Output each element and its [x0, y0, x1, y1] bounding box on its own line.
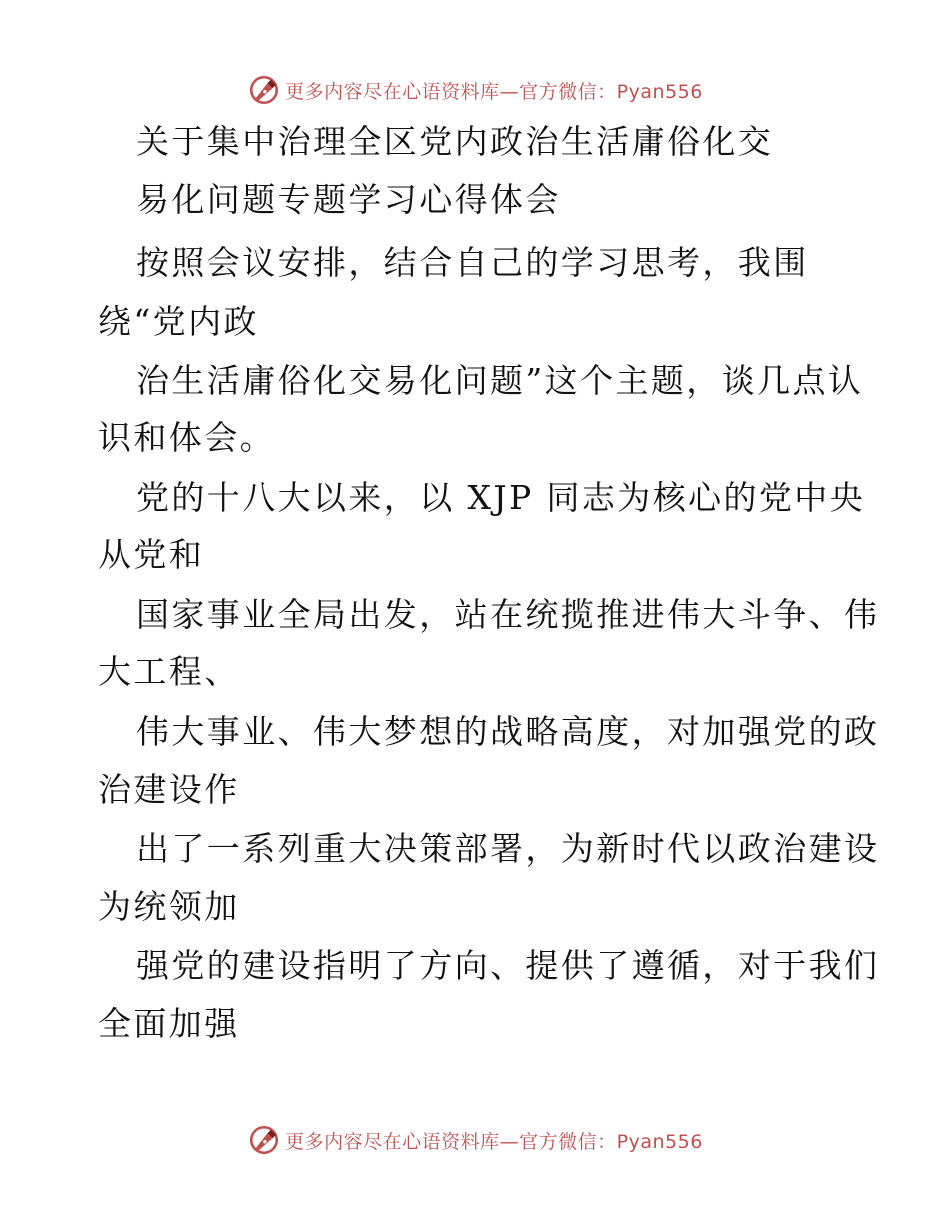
- paragraph-line: 治建设作: [98, 770, 240, 809]
- paragraph-line: 识和体会。: [98, 418, 275, 457]
- header-banner: [0, 70, 950, 110]
- paragraph-line: 全面加强: [98, 1004, 240, 1043]
- paragraph-line: 从党和: [98, 535, 205, 574]
- paragraph-line: 国家事业全局出发，站在统揽推进伟大斗争、伟: [136, 595, 880, 634]
- pen-nib-logo-icon: [247, 73, 281, 107]
- banner-text: 更多内容尽在心语资料库—官方微信：Pyan556: [285, 1130, 703, 1153]
- paragraph-line: 大工程、: [98, 652, 240, 691]
- paragraph-line: 按照会议安排，结合自己的学习思考，我围: [136, 243, 809, 282]
- paragraph-line: 绕“党内政: [98, 302, 259, 341]
- paragraph-line: 出了一系列重大决策部署，为新时代以政治建设: [136, 829, 880, 868]
- paragraph-line: 党的十八大以来，以 XJP 同志为核心的党中央: [136, 478, 866, 517]
- paragraph-line: 为统领加: [98, 887, 240, 926]
- title-line-2: 易化问题专题学习心得体会: [136, 180, 561, 219]
- paragraph-line: 伟大事业、伟大梦想的战略高度，对加强党的政: [136, 712, 880, 751]
- title-line-1: 关于集中治理全区党内政治生活庸俗化交: [136, 122, 774, 161]
- pen-nib-logo-icon: [247, 1123, 281, 1157]
- paragraph-line: 治生活庸俗化交易化问题”这个主题，谈几点认: [136, 361, 864, 400]
- banner-text: 更多内容尽在心语资料库—官方微信：Pyan556: [285, 80, 703, 103]
- paragraph-line: 强党的建设指明了方向、提供了遵循，对于我们: [136, 946, 880, 985]
- footer-banner: [0, 1120, 950, 1160]
